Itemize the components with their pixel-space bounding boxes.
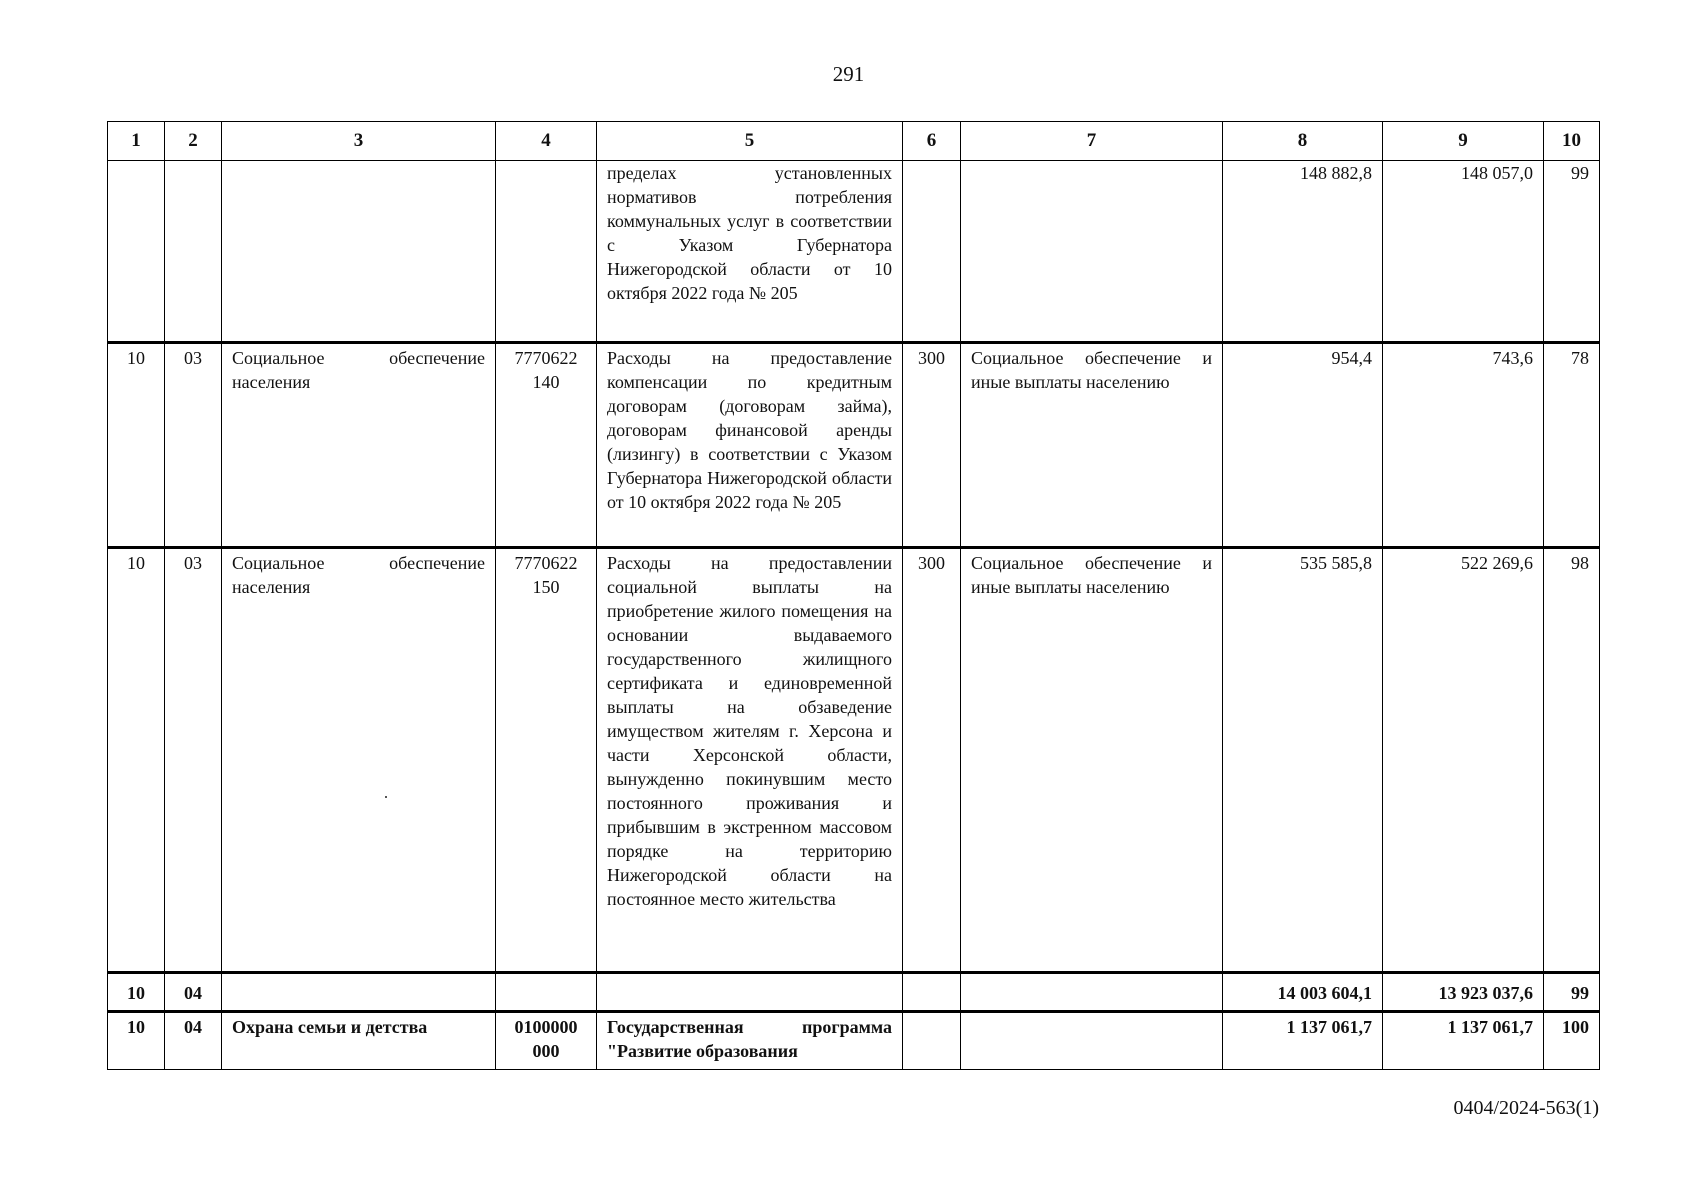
scan-speck: [385, 796, 387, 798]
target-article-cell: 0100000 000: [496, 1012, 597, 1070]
amount-cell: 954,4: [1223, 343, 1383, 548]
target-article-cell: 7770622 150: [496, 548, 597, 973]
expense-type-name-cell: [961, 1012, 1223, 1070]
column-header-2: 2: [165, 122, 222, 161]
header-row: [108, 122, 1600, 161]
expense-type-name-cell: Социальное обеспечение и иные выплаты населению: [961, 548, 1223, 973]
expense-type-cell: [903, 973, 961, 1012]
expense-type-cell: 300: [903, 548, 961, 973]
percent-cell: 100: [1544, 1012, 1600, 1070]
amount-cell: 14 003 604,1: [1223, 973, 1383, 1012]
column-header-1: 1: [108, 122, 165, 161]
article-name-cell: [597, 973, 903, 1012]
article-name-cell: Государственная программа "Развитие образования: [597, 1012, 903, 1070]
subsection-name-cell: [222, 973, 496, 1012]
article-name-cell: пределах установленных нормативов потребления коммунальных услуг в соответствии с Указом Губернатора Нижегородской области от 10 октября 2022 года № 205: [597, 161, 903, 343]
column-header-5: 5: [597, 122, 903, 161]
table-row: [108, 1012, 1600, 1070]
percent-cell: 99: [1544, 973, 1600, 1012]
amount-cell: 535 585,8: [1223, 548, 1383, 973]
amount-cell: 13 923 037,6: [1383, 973, 1544, 1012]
table-row: [108, 973, 1600, 1012]
subsection-name-cell: [222, 161, 496, 343]
amount-cell: 522 269,6: [1383, 548, 1544, 973]
expense-type-cell: [903, 1012, 961, 1070]
subsection-cell: 04: [165, 1012, 222, 1070]
document-code: 0404/2024-563(1): [1453, 1097, 1599, 1119]
expense-type-name-cell: [961, 973, 1223, 1012]
subsection-name-cell: Социальное обеспечение населения: [222, 343, 496, 548]
column-header-4: 4: [496, 122, 597, 161]
subsection-cell: 04: [165, 973, 222, 1012]
column-header-10: 10: [1544, 122, 1600, 161]
subsection-cell: 03: [165, 548, 222, 973]
percent-cell: 99: [1544, 161, 1600, 343]
section-cell: 10: [108, 1012, 165, 1070]
target-article-cell: 7770622 140: [496, 343, 597, 548]
amount-cell: 148 057,0: [1383, 161, 1544, 343]
subsection-name-cell: Охрана семьи и детства: [222, 1012, 496, 1070]
amount-cell: 148 882,8: [1223, 161, 1383, 343]
amount-cell: 743,6: [1383, 343, 1544, 548]
expense-type-name-cell: Социальное обеспечение и иные выплаты населению: [961, 343, 1223, 548]
subsection-name-cell: Социальное обеспечение населения: [222, 548, 496, 973]
article-name-cell: Расходы на предоставлении социальной выплаты на приобретение жилого помещения на основании выдаваемого государственного жилищного сертификата и единовременной выплаты на обзаведение имуществом жителям г. Херсона и части Херсонской области, вынужденно покинувшим место постоянного проживания и прибывшим в экстренном массовом порядке на территорию Нижегородской области на постоянное место жительства: [597, 548, 903, 973]
expense-type-name-cell: [961, 161, 1223, 343]
column-header-8: 8: [1223, 122, 1383, 161]
column-header-7: 7: [961, 122, 1223, 161]
subsection-cell: 03: [165, 343, 222, 548]
page-number: 291: [832, 62, 865, 86]
table-row: [108, 161, 1600, 343]
article-name-cell: Расходы на предоставление компенсации по кредитным договорам (договорам займа), договорам финансовой аренды (лизингу) в соответствии с Указом Губернатора Нижегородской области от 10 октября 2022 года № 205: [597, 343, 903, 548]
section-cell: 10: [108, 973, 165, 1012]
amount-cell: 1 137 061,7: [1383, 1012, 1544, 1070]
target-article-cell: [496, 161, 597, 343]
budget-table: [107, 121, 1600, 1070]
percent-cell: 98: [1544, 548, 1600, 973]
percent-cell: 78: [1544, 343, 1600, 548]
column-header-6: 6: [903, 122, 961, 161]
subsection-cell: [165, 161, 222, 343]
column-header-9: 9: [1383, 122, 1544, 161]
section-cell: [108, 161, 165, 343]
section-cell: 10: [108, 548, 165, 973]
expense-type-cell: 300: [903, 343, 961, 548]
table-row: [108, 343, 1600, 548]
column-header-3: 3: [222, 122, 496, 161]
expense-type-cell: [903, 161, 961, 343]
section-cell: 10: [108, 343, 165, 548]
table-row: [108, 548, 1600, 973]
target-article-cell: [496, 973, 597, 1012]
amount-cell: 1 137 061,7: [1223, 1012, 1383, 1070]
